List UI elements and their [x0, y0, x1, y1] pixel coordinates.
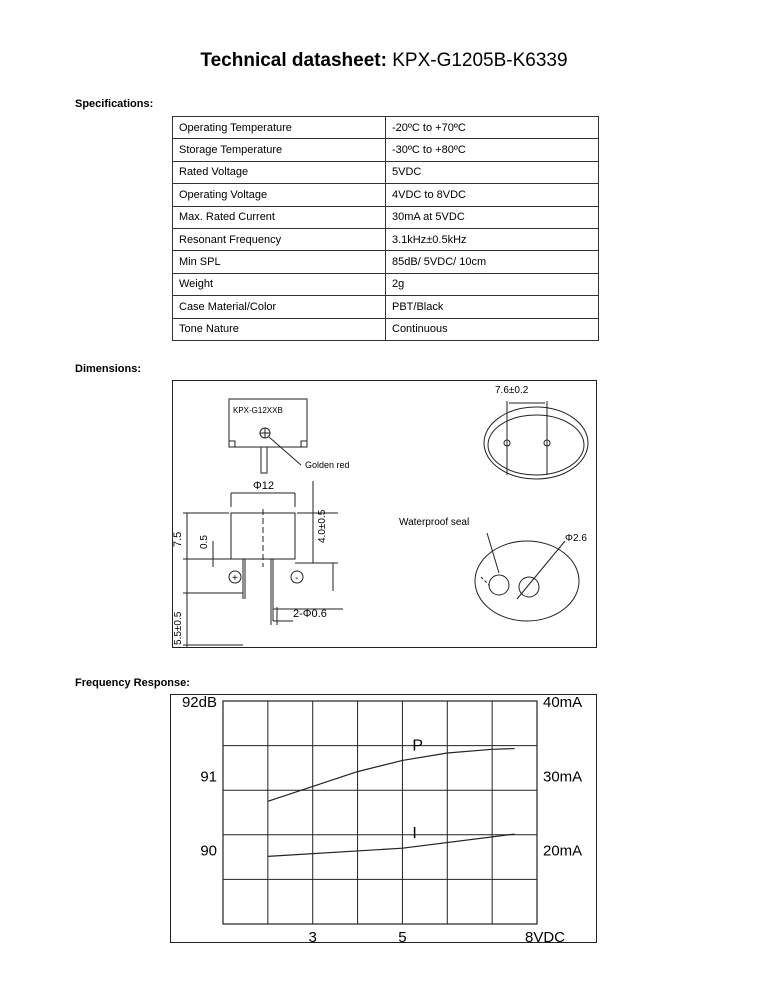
spec-label: Storage Temperature — [173, 139, 386, 161]
plot-frame — [223, 701, 537, 924]
spec-row — [173, 251, 599, 273]
spec-label: Operating Temperature — [173, 117, 386, 139]
dimension-svg — [173, 381, 598, 649]
spec-value: 5VDC — [386, 161, 599, 183]
y-left-tick-label: 91 — [200, 768, 217, 786]
spec-value: Continuous — [386, 318, 599, 340]
spec-label: Max. Rated Current — [173, 206, 386, 228]
waterproof-label: Waterproof seal — [399, 517, 470, 528]
spec-label: Resonant Frequency — [173, 228, 386, 250]
chart-svg — [171, 695, 598, 944]
series-label: I — [412, 825, 417, 843]
diameter-label: Φ12 — [253, 480, 275, 492]
dimensions-heading: Dimensions: — [75, 363, 142, 375]
spec-row — [173, 117, 599, 139]
frequency-response-chart — [170, 694, 597, 943]
x-tick-label: 5 — [398, 929, 407, 944]
part-bottom-view — [484, 407, 588, 479]
spec-label: Min SPL — [173, 251, 386, 273]
spec-row — [173, 228, 599, 250]
page-title — [0, 50, 768, 72]
pitch-label: 7.6±0.2 — [495, 385, 529, 396]
specifications-heading: Specifications: — [75, 98, 154, 110]
title-prefix: Technical datasheet: — [200, 50, 387, 71]
golden-red-label: Golden red — [305, 460, 350, 470]
lead-length-label: 5.5±0.5 — [173, 611, 184, 645]
spec-row — [173, 161, 599, 183]
y-right-tick-label: 40mA — [543, 695, 583, 711]
spec-value: -30ºC to +80ºC — [386, 139, 599, 161]
spec-label: Rated Voltage — [173, 161, 386, 183]
spec-row — [173, 206, 599, 228]
x-tick-label: 8VDC — [525, 929, 566, 944]
series-label: P — [412, 737, 424, 755]
spec-value: PBT/Black — [386, 296, 599, 318]
spec-value: 3.1kHz±0.5kHz — [386, 228, 599, 250]
minus-label: - — [295, 573, 299, 584]
pin-diameter-label: 2-Φ0.6 — [293, 608, 327, 620]
part-seal-view — [475, 541, 579, 621]
spec-row — [173, 318, 599, 340]
dimension-drawing — [172, 380, 597, 648]
body-height-label: 4.0±0.5 — [317, 509, 328, 543]
series-I-line — [268, 834, 515, 856]
hole-label: Φ2.6 — [565, 533, 587, 544]
spec-label: Operating Voltage — [173, 184, 386, 206]
spec-label: Tone Nature — [173, 318, 386, 340]
part-label: KPX-G12XXB — [233, 406, 283, 415]
spec-value: 4VDC to 8VDC — [386, 184, 599, 206]
title-model: KPX-G1205B-K6339 — [392, 50, 568, 71]
spec-label: Weight — [173, 273, 386, 295]
plus-label: + — [232, 573, 238, 584]
frequency-heading: Frequency Response: — [75, 677, 190, 689]
spec-value: 30mA at 5VDC — [386, 206, 599, 228]
spec-row — [173, 296, 599, 318]
series-P-line — [268, 749, 515, 802]
spec-row — [173, 139, 599, 161]
spec-row — [173, 184, 599, 206]
spec-label: Case Material/Color — [173, 296, 386, 318]
y-right-tick-label: 20mA — [543, 842, 583, 860]
spec-table — [172, 116, 599, 341]
y-left-tick-label: 90 — [200, 842, 217, 860]
x-tick-label: 3 — [308, 929, 317, 944]
height-label: 7.5 — [173, 531, 184, 547]
spec-value: 85dB/ 5VDC/ 10cm — [386, 251, 599, 273]
pin-offset-label: 0.5 — [199, 535, 210, 549]
spec-value: 2g — [386, 273, 599, 295]
y-right-tick-label: 30mA — [543, 768, 583, 786]
spec-row — [173, 273, 599, 295]
spec-value: -20ºC to +70ºC — [386, 117, 599, 139]
y-left-tick-label: 92dB — [181, 695, 217, 711]
